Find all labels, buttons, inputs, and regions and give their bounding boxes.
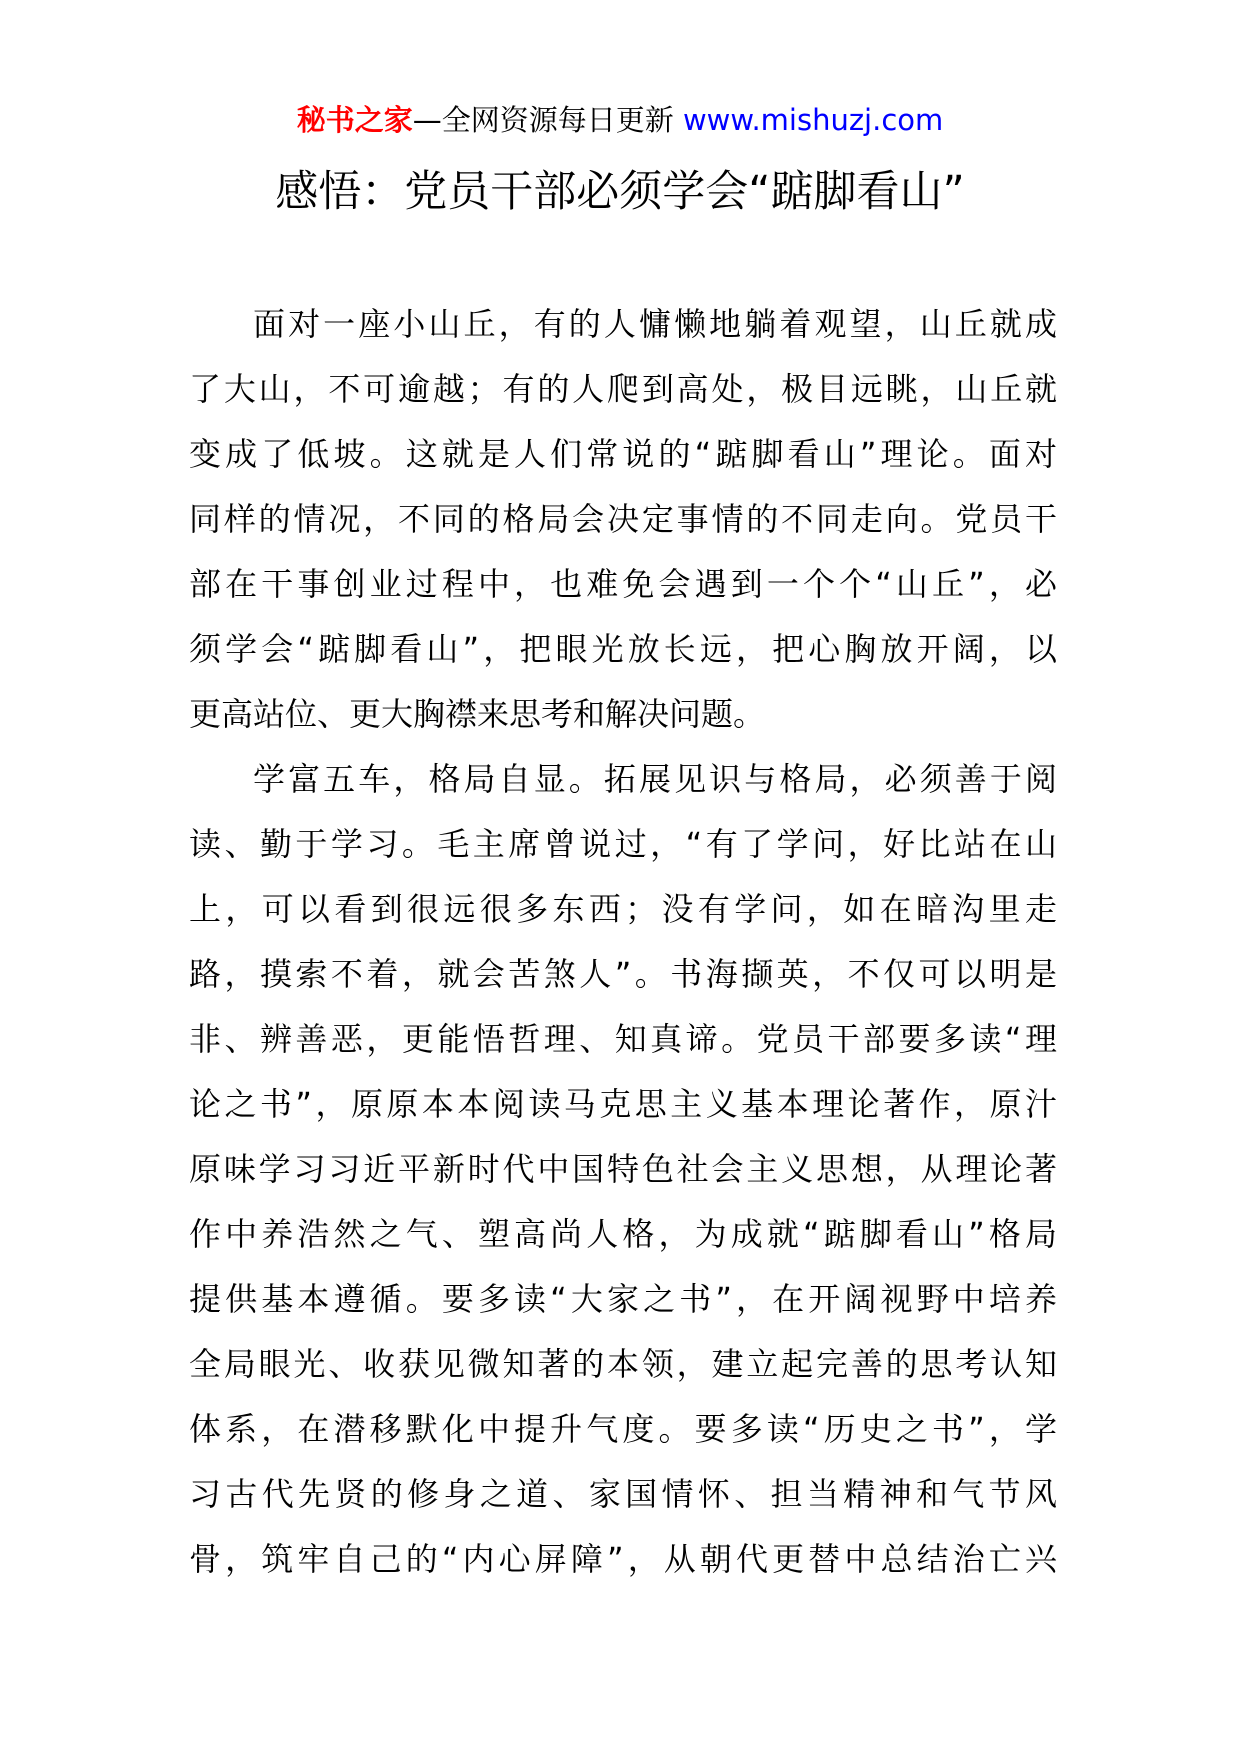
site-tagline: —全网资源每日更新 <box>412 103 683 137</box>
text-line: 须学会“踮脚看山”，把眼光放长远，把心胸放开阔，以 <box>189 630 1057 668</box>
text-line: 更高站位、更大胸襟来思考和解决问题。 <box>189 695 766 733</box>
text-line: 论之书”，原原本本阅读马克思主义基本理论著作，原汁 <box>189 1085 1057 1123</box>
site-header <box>0 100 1240 140</box>
text-line: 骨，筑牢自己的“内心屏障”，从朝代更替中总结治亡兴 <box>189 1540 1057 1578</box>
text-line: 作中养浩然之气、塑高尚人格，为成就“踮脚看山”格局 <box>189 1215 1057 1253</box>
text-line: 变成了低坡。这就是人们常说的“踮脚看山”理论。面对 <box>189 435 1057 473</box>
text-line: 读、勤于学习。毛主席曾说过，“有了学问，好比站在山 <box>189 825 1057 863</box>
text-line: 原味学习习近平新时代中国特色社会主义思想，从理论著 <box>189 1150 1057 1188</box>
text-line: 提供基本遵循。要多读“大家之书”，在开阔视野中培养 <box>189 1280 1057 1318</box>
text-line: 了大山，不可逾越；有的人爬到高处，极目远眺，山丘就 <box>189 370 1057 408</box>
text-line: 学富五车，格局自显。拓展见识与格局，必须善于阅 <box>253 760 1057 798</box>
text-line: 体系，在潜移默化中提升气度。要多读“历史之书”，学 <box>189 1410 1057 1448</box>
paragraph <box>189 292 1057 747</box>
text-line: 同样的情况，不同的格局会决定事情的不同走向。党员干 <box>189 500 1057 538</box>
site-brand: 秘书之家 <box>296 103 413 137</box>
site-url-link[interactable]: www.mishuzj.com <box>682 103 944 137</box>
text-line: 习古代先贤的修身之道、家国情怀、担当精神和气节风 <box>189 1475 1057 1513</box>
text-line: 部在干事创业过程中，也难免会遇到一个个“山丘”，必 <box>189 565 1057 603</box>
text-line: 面对一座小山丘，有的人慵懒地躺着观望，山丘就成 <box>253 305 1057 343</box>
text-line: 全局眼光、收获见微知著的本领，建立起完善的思考认知 <box>189 1345 1057 1383</box>
paragraph <box>189 747 1057 1592</box>
text-line: 路，摸索不着，就会苦煞人”。书海撷英，不仅可以明是 <box>189 955 1057 993</box>
text-line: 非、辨善恶，更能悟哲理、知真谛。党员干部要多读“理 <box>189 1020 1057 1058</box>
document-title: 感悟：党员干部必须学会“踮脚看山” <box>275 167 965 217</box>
text-line: 上，可以看到很远很多东西；没有学问，如在暗沟里走 <box>189 890 1057 928</box>
document-body <box>189 292 1057 1592</box>
